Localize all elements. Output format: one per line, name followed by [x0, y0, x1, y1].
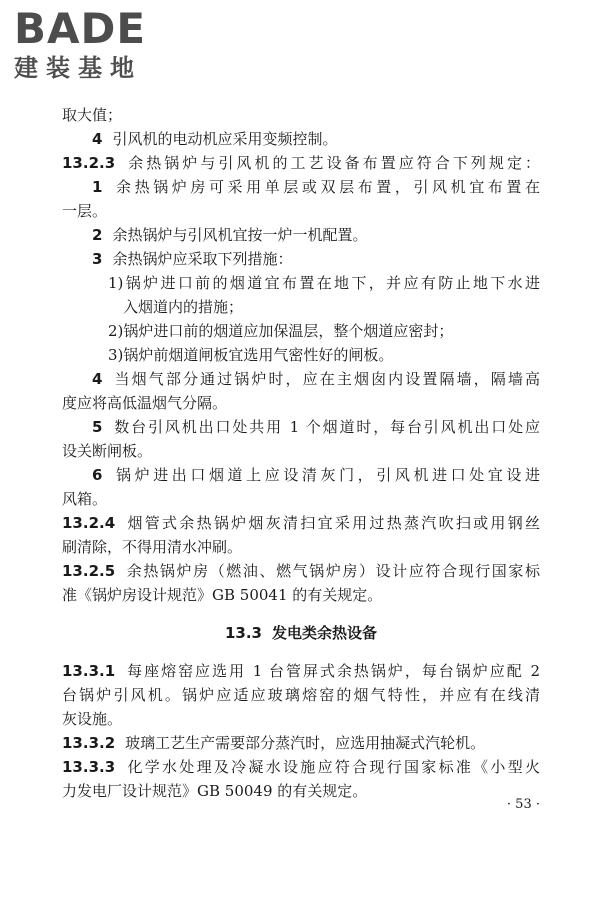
text-line: [62, 271, 540, 295]
text-line: [62, 223, 540, 247]
clause-number: 13.3: [224, 624, 262, 642]
body-text: [62, 103, 540, 803]
line-text: 当烟气部分通过锅炉时，应在主烟囱内设置隔墙，隔墙高: [112, 370, 540, 388]
text-line: [62, 559, 540, 583]
spacer: [62, 645, 540, 659]
line-text: 数台引风机出口处共用 1 个烟道时，每台引风机出口处应: [112, 418, 540, 436]
text-line: [62, 755, 540, 779]
line-text: 烟管式余热锅炉烟灰清扫宜采用过热蒸汽吹扫或用钢丝: [125, 514, 540, 532]
line-text: 余热锅炉与引风机宜按一炉一机配置。: [112, 226, 368, 244]
line-text: 1)锅炉进口前的烟道宜布置在地下，并应有防止地下水进: [108, 274, 540, 292]
text-line: [62, 511, 540, 535]
line-text: 余热锅炉与引风机的工艺设备布置应符合下列规定：: [125, 154, 540, 172]
line-text: 设关断闸板。: [62, 442, 153, 460]
clause-number: 13.2.5: [62, 562, 116, 580]
line-text: 度应将高低温烟气分隔。: [62, 394, 228, 412]
line-text: 余热锅炉应采取下列措施：: [112, 250, 293, 268]
clause-number: 5: [92, 418, 103, 436]
line-text: 一层。: [62, 202, 108, 220]
line-text: 余热锅炉房可采用单层或双层布置，引风机宜布置在: [112, 178, 540, 196]
text-line: [62, 779, 540, 803]
text-line: [62, 199, 540, 223]
text-line: [62, 343, 540, 367]
line-text: 余热锅炉房（燃油、燃气锅炉房）设计应符合现行国家标: [125, 562, 540, 580]
line-text: 每座熔窑应选用 1 台管屏式余热锅炉，每台锅炉应配 2: [125, 662, 540, 680]
clause-number: 4: [92, 370, 103, 388]
clause-number: 1: [92, 178, 103, 196]
clause-number: 4: [92, 130, 103, 148]
text-line: [62, 683, 540, 707]
text-line: [62, 439, 540, 463]
line-text: 2)锅炉进口前的烟道应加保温层，整个烟道应密封；: [108, 322, 454, 340]
text-line: [62, 151, 540, 175]
text-line: [62, 707, 540, 731]
line-text: 力发电厂设计规范》GB 50049 的有关规定。: [62, 782, 368, 800]
line-text: 刷清除，不得用清水冲刷。: [62, 538, 243, 556]
line-text: 取大值；: [62, 106, 123, 124]
logo-subtitle: 建装基地: [14, 54, 142, 82]
text-line: [62, 463, 540, 487]
line-text: 发电类余热设备: [272, 624, 378, 642]
text-line: [62, 487, 540, 511]
page-number: · 53 ·: [506, 797, 540, 812]
line-text: 入烟道内的措施；: [123, 298, 244, 316]
text-line: [62, 127, 540, 151]
text-line: [62, 319, 540, 343]
clause-number: 13.3.2: [62, 734, 116, 752]
section-heading: [62, 621, 540, 645]
spacer: [62, 607, 540, 621]
line-text: 3)锅炉前烟道闸板宜选用气密性好的闸板。: [108, 346, 394, 364]
line-text: 风箱。: [62, 490, 108, 508]
clause-number: 13.2.3: [62, 154, 116, 172]
text-line: [62, 175, 540, 199]
line-text: 锅炉进出口烟道上应设清灰门，引风机进口处宜设进: [112, 466, 540, 484]
text-line: [62, 295, 540, 319]
line-text: 准《锅炉房设计规范》GB 50041 的有关规定。: [62, 586, 383, 604]
line-text: 化学水处理及冷凝水设施应符合现行国家标准《小型火: [125, 758, 540, 776]
clause-number: 13.3.1: [62, 662, 116, 680]
text-line: [62, 391, 540, 415]
text-line: [62, 731, 540, 755]
clause-number: 3: [92, 250, 103, 268]
clause-number: 2: [92, 226, 103, 244]
line-text: 灰设施。: [62, 710, 123, 728]
text-line: [62, 103, 540, 127]
clause-number: 13.3.3: [62, 758, 116, 776]
line-text: 引风机的电动机应采用变频控制。: [112, 130, 338, 148]
clause-number: 13.2.4: [62, 514, 116, 532]
publisher-logo: [14, 4, 184, 84]
text-line: [62, 583, 540, 607]
text-line: [62, 659, 540, 683]
text-line: [62, 247, 540, 271]
text-line: [62, 535, 540, 559]
logo-wordmark: BADE: [14, 4, 147, 53]
text-line: [62, 367, 540, 391]
clause-number: 6: [92, 466, 103, 484]
line-text: 玻璃工艺生产需要部分蒸汽时，应选用抽凝式汽轮机。: [125, 734, 486, 752]
text-line: [62, 415, 540, 439]
line-text: 台锅炉引风机。锅炉应适应玻璃熔窑的烟气特性，并应有在线清: [62, 686, 540, 704]
